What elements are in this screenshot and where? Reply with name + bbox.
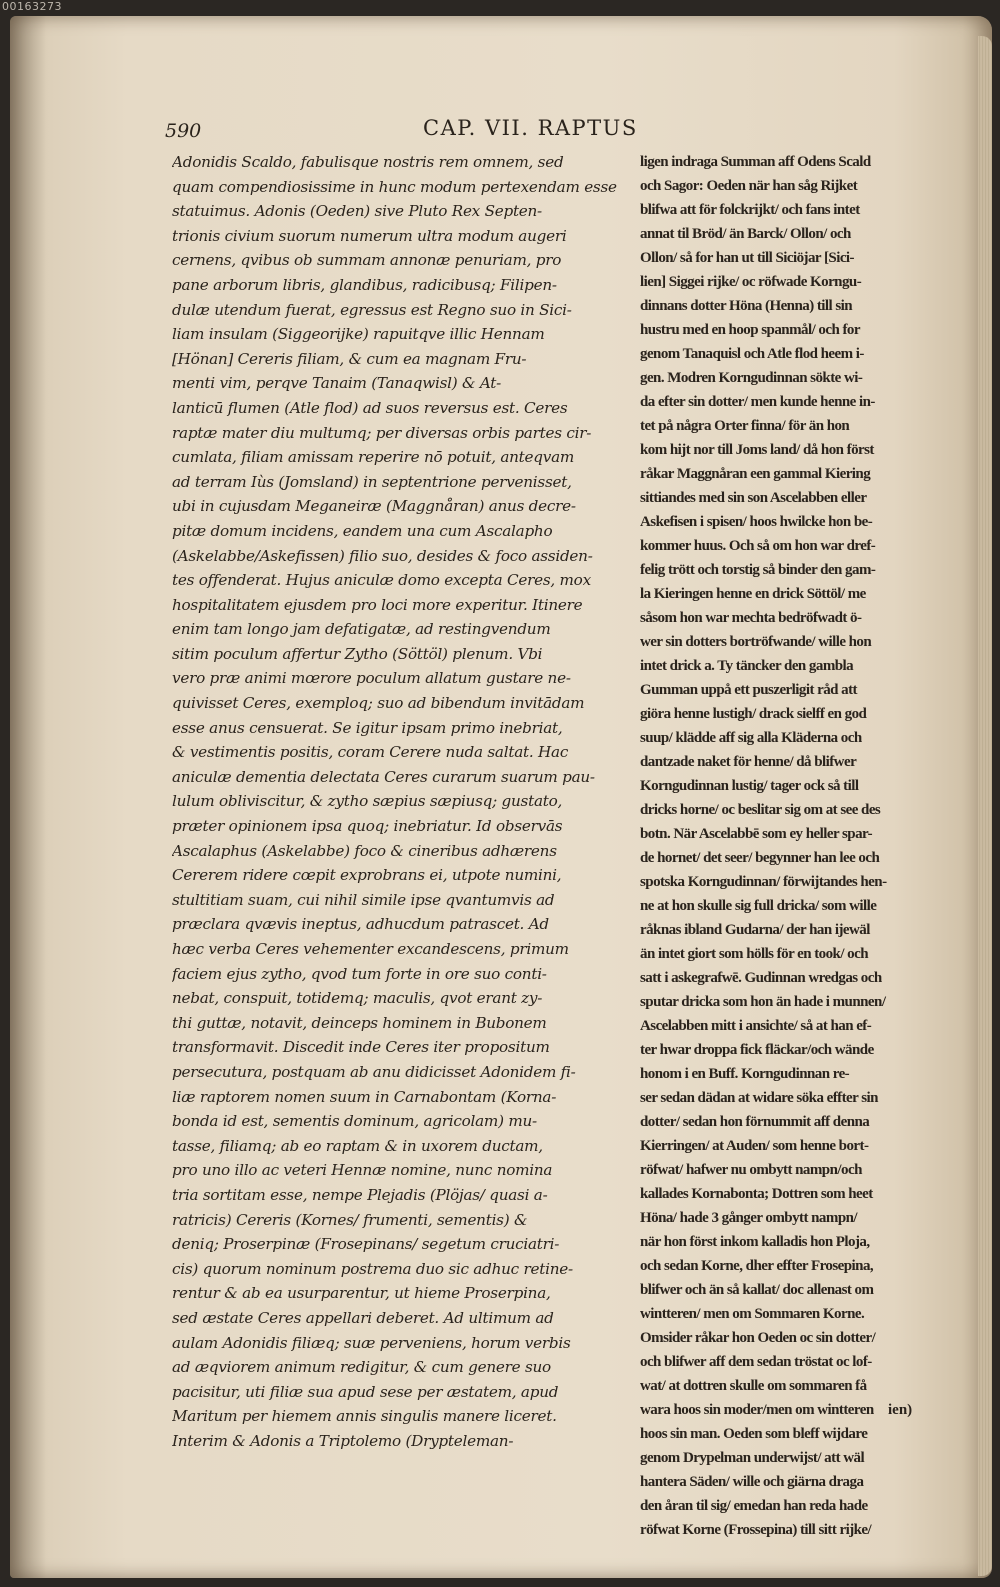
latin-text-line: statuimus. Adonis (Oeden) sive Pluto Rex Septen- [172,202,542,221]
swedish-text-line: wintteren/ men om Sommaren Korne. [640,1306,865,1322]
latin-text-line: (Askelabbe/Askefissen) filio suo, desides & foco assiden- [172,546,593,565]
latin-text-line: Maritum per hiemem annis singulis manere liceret. [172,1407,557,1426]
swedish-text-line: ter hwar droppa fick fläckar/och wände [640,1042,874,1058]
swedish-text-line: honom i en Buff. Korngudinnan re- [640,1066,850,1082]
latin-text-line: tasse, filiamq; ab eo raptam & in uxorem ductam, [172,1136,543,1155]
swedish-text-line: kom hijt nor till Joms land/ då hon först [640,442,874,458]
swedish-text-line: hustru med en hoop spanmål/ och for [640,322,860,338]
swedish-text-line: Ascelabben mitt i ansichte/ så at han ef- [640,1018,872,1034]
latin-text-line: menti vim, perqve Tanaim (Tanaqwisl) & At- [172,374,501,393]
latin-text-line: vero præ animi mœrore poculum allatum gustare ne- [172,669,571,688]
swedish-text-line: röfwat/ hafwer nu ombytt nampn/och [640,1162,862,1178]
swedish-text-line: såsom hon war mechta bedröfwadt ö- [640,610,862,626]
swedish-text-line: la Kieringen henne en drick Söttöl/ me [640,586,866,602]
swedish-text-line: gen. Modren Korngudinnan sökte wi- [640,370,863,386]
latin-text-line: trionis civium suorum numerum ultra modum augeri [172,226,567,245]
swedish-text-line: giöra henne lustigh/ drack sielff en god [640,706,867,722]
latin-text-line: ad æqviorem animum redigitur, & cum genere suo [172,1358,551,1377]
running-title: CAP. VII. RAPTUS [423,116,638,140]
swedish-text-line: den åran til sig/ emedan han reda hade [640,1498,868,1514]
latin-text-line: quivisset Ceres, exemploq; suo ad bibendum invitādam [172,694,585,713]
latin-text-line: transformavit. Discedit inde Ceres iter propositum [172,1038,550,1057]
latin-text-line: liam insulam (Siggeorijke) rapuitqve illic Hennam [172,325,545,344]
latin-text-line: præclara qvævis ineptus, adhucdum patrascet. Ad [172,915,549,934]
catchword: ien) [888,1402,913,1418]
swedish-text-line: da efter sin dotter/ men kunde henne in- [640,394,875,410]
latin-text-line: cernens, qvibus ob summam annonæ penuriam, pro [172,251,562,270]
swedish-text-line: Korngudinnan lustig/ tager ock så till [640,778,859,794]
swedish-text-line: sittiandes med sin son Ascelabben eller [640,490,867,506]
latin-text-line: & vestimentis positis, coram Cerere nuda saltat. Hac [172,743,569,762]
swedish-text-line: dricks horne/ oc beslitar sig om at see des [640,802,881,818]
latin-text-line: rentur & ab ea usurparentur, ut hieme Proserpina, [172,1284,551,1303]
swedish-text-line: ne at hon skulle sig full dricka/ som wille [640,898,877,914]
page-number: 590 [165,120,202,142]
latin-text-line: ubi in cujusdam Meganeiræ (Maggnåran) anus decre- [172,497,576,516]
latin-text-line: hæc verba Ceres vehementer excandescens, primum [172,940,569,958]
latin-text-line: ad terram Iùs (Jomsland) in septentrione pervenisset, [172,472,572,491]
swedish-text-line: botn. När Ascelabbē som ey heller spar- [640,826,873,842]
latin-text-line: cumlata, filiam amissam reperire nō potuit, anteqvam [172,448,575,467]
latin-text-line: [Hönan] Cereris filiam, & cum ea magnam Fru- [172,349,527,368]
scan-id-label: 00163273 [2,0,62,13]
latin-text-line: tria sortitam esse, nempe Plejadis (Plöjas/ quasi a- [172,1185,548,1204]
latin-text-line: esse anus censuerat. Se igitur ipsam primo inebriat, [172,718,563,737]
swedish-text-line: intet drick a. Ty täncker den gambla [640,658,854,674]
swedish-text-line: genom Tanaquisl och Atle flod heem i- [640,346,864,362]
swedish-text-line: hantera Säden/ wille och giärna draga [640,1474,864,1490]
latin-text-line: pane arborum libris, glandibus, radicibusq; Filipen- [172,275,557,294]
swedish-text-line: wer sin dotters bortröfwande/ wille hon [640,634,872,650]
swedish-text-line: wara hoos sin moder/men om wintteren [640,1402,874,1418]
swedish-text-line: ser sedan dädan at widare söka effter sin [640,1090,878,1106]
swedish-text-line: än intet giort som hölls för en took/ och [640,946,869,962]
swedish-text-line: råkar Maggnåran een gammal Kiering [640,466,871,482]
swedish-text-line: blifwa att för folckrijkt/ och fans intet [640,202,860,218]
swedish-text-line: blifwer och än så kallat/ doc allenast om [640,1282,874,1298]
latin-text-line: faciem ejus zytho, qvod tum forte in ore suo conti- [172,964,547,983]
latin-text-line: pro uno illo ac veteri Hennæ nomine, nunc nomina [172,1161,553,1180]
latin-text-line: deniq; Proserpinæ (Frosepinans/ segetum cruciatri- [172,1235,560,1254]
latin-text-line: nebat, conspuit, totidemq; maculis, qvot erant zy- [172,989,543,1008]
page-edge [978,36,992,1576]
latin-text-line: liæ raptorem nomen suum in Carnabontam (Korna- [172,1087,557,1106]
swedish-text-line: sputar dricka som hon än hade i munnen/ [640,994,886,1010]
swedish-text-line: Gumman uppå ett puszerligit råd att [640,682,858,698]
swedish-text-line: felig trött och torstig så binder den gam- [640,562,876,578]
swedish-text-line: satt i askegrafwē. Gudinnan wredgas och [640,970,882,986]
latin-text-line: pitæ domum incidens, eandem una cum Ascalapho [172,521,553,540]
latin-text-line: præter opinionem ipsa quoq; inebriatur. Id observās [172,817,563,836]
latin-text-line: Interim & Adonis a Triptolemo (Drypteleman- [172,1431,514,1450]
swedish-text-line: wat/ at dottren skulle om sommaren få [640,1378,867,1394]
latin-text-line: bonda id est, sementis dominum, agricolam) mu- [172,1112,537,1131]
swedish-text-line: dinnans dotter Höna (Henna) till sin [640,298,853,314]
swedish-text-line: hoos sin man. Oeden som bleff wijdare [640,1426,868,1442]
swedish-text-line: kommer huus. Och så om hon war dref- [640,538,876,554]
latin-column [172,150,620,1453]
swedish-text-line: dantzade naket för henne/ då blifwer [640,754,857,770]
swedish-text-line: och blifwer aff dem sedan tröstat oc lof- [640,1354,872,1370]
latin-text-line: thi guttæ, notavit, deinceps hominem in Bubonem [172,1013,547,1032]
latin-text-line: cis) quorum nominum postrema duo sic adhuc retine- [172,1259,573,1278]
swedish-text-line: råknas ibland Gudarna/ der han ijewäl [640,922,870,938]
swedish-text-line: de hornet/ det seer/ begynner han lee och [640,850,880,866]
latin-text-line: aniculæ dementia delectata Ceres curarum suarum pau- [172,767,595,786]
swedish-text-line: och Sagor: Oeden när han såg Rijket [640,178,858,194]
latin-text-line: tes offenderat. Hujus aniculæ domo excepta Ceres, mox [172,571,591,590]
latin-text-line: quam compendiosissime in hunc modum pertexendam esse [172,177,617,196]
swedish-text-line: genom Drypelman underwijst/ att wäl [640,1450,865,1466]
swedish-text-line: ligen indraga Summan aff Odens Scald [640,154,871,170]
swedish-column [640,150,930,1542]
swedish-text-line: Askefisen i spisen/ hoos hwilcke hon be- [640,514,873,530]
spine-shadow [10,16,46,1578]
latin-text-line: raptæ mater diu multumq; per diversas orbis partes cir- [172,423,592,442]
latin-text-line: sed æstate Ceres appellari deberet. Ad ultimum ad [172,1308,554,1327]
latin-text-line: aulam Adonidis filiæq; suæ perveniens, horum verbis [172,1333,571,1352]
swedish-text-line: röfwat Korne (Frossepina) till sitt rijke/ [640,1522,872,1538]
latin-text-line: persecutura, postquam ab anu didicisset Adonidem fi- [172,1062,576,1081]
swedish-text-line: och sedan Korne, dher effter Frosepina, [640,1258,874,1274]
latin-text-line: lulum obliviscitur, & zytho sæpius sæpiusq; gustato, [172,792,563,811]
swedish-text-line: Kierringen/ at Auden/ som henne bort- [640,1138,869,1154]
swedish-text-line: Ollon/ så for han ut till Siciöjar [Sici- [640,250,854,266]
swedish-text-line: spotska Korngudinnan/ förwijtandes hen- [640,874,887,890]
swedish-text-line: kallades Kornabonta; Dottren som heet [640,1186,873,1202]
latin-text-line: dulæ utendum fuerat, egressus est Regno suo in Sici- [172,300,572,319]
latin-text-line: Cererem ridere cœpit exprobrans ei, utpote numini, [172,866,562,885]
latin-text-line: enim tam longo jam defatigatæ, ad restingvendum [172,620,551,639]
latin-text-line: stultitiam suam, cui nihil simile ipse qvantumvis ad [172,890,555,909]
swedish-text-line: Omsider råkar hon Oeden oc sin dotter/ [640,1330,876,1346]
swedish-text-line: Höna/ hade 3 gånger ombytt nampn/ [640,1210,858,1226]
latin-text-line: lanticū flumen (Atle flod) ad suos reversus est. Ceres [172,398,568,417]
page-header [165,116,655,150]
swedish-text-line: tet på några Orter finna/ för än hon [640,418,850,434]
swedish-text-line: annat til Bröd/ än Barck/ Ollon/ och [640,226,851,242]
latin-text-line: ratricis) Cereris (Kornes/ frumenti, sementis) & [172,1210,528,1229]
latin-text-line: hospitalitatem ejusdem pro loci more experitur. Itinere [172,595,583,614]
latin-text-line: Ascalaphus (Askelabbe) foco & cineribus adhærens [172,841,557,860]
swedish-text-line: lien] Siggei rijke/ oc röfwade Korngu- [640,274,862,290]
swedish-text-line: suup/ klädde aff sig alla Kläderna och [640,730,862,746]
latin-text-line: sitim poculum affertur Zytho (Söttöl) plenum. Vbi [172,644,543,663]
swedish-text-line: dotter/ sedan hon förnummit aff denna [640,1114,870,1130]
latin-text-line: pacisitur, uti filiæ sua apud sese per æstatem, apud [172,1382,559,1401]
swedish-text-line: när hon först inkom kalladis hon Ploja, [640,1234,870,1250]
latin-text-line: Adonidis Scaldo, fabulisque nostris rem omnem, sed [172,153,564,171]
